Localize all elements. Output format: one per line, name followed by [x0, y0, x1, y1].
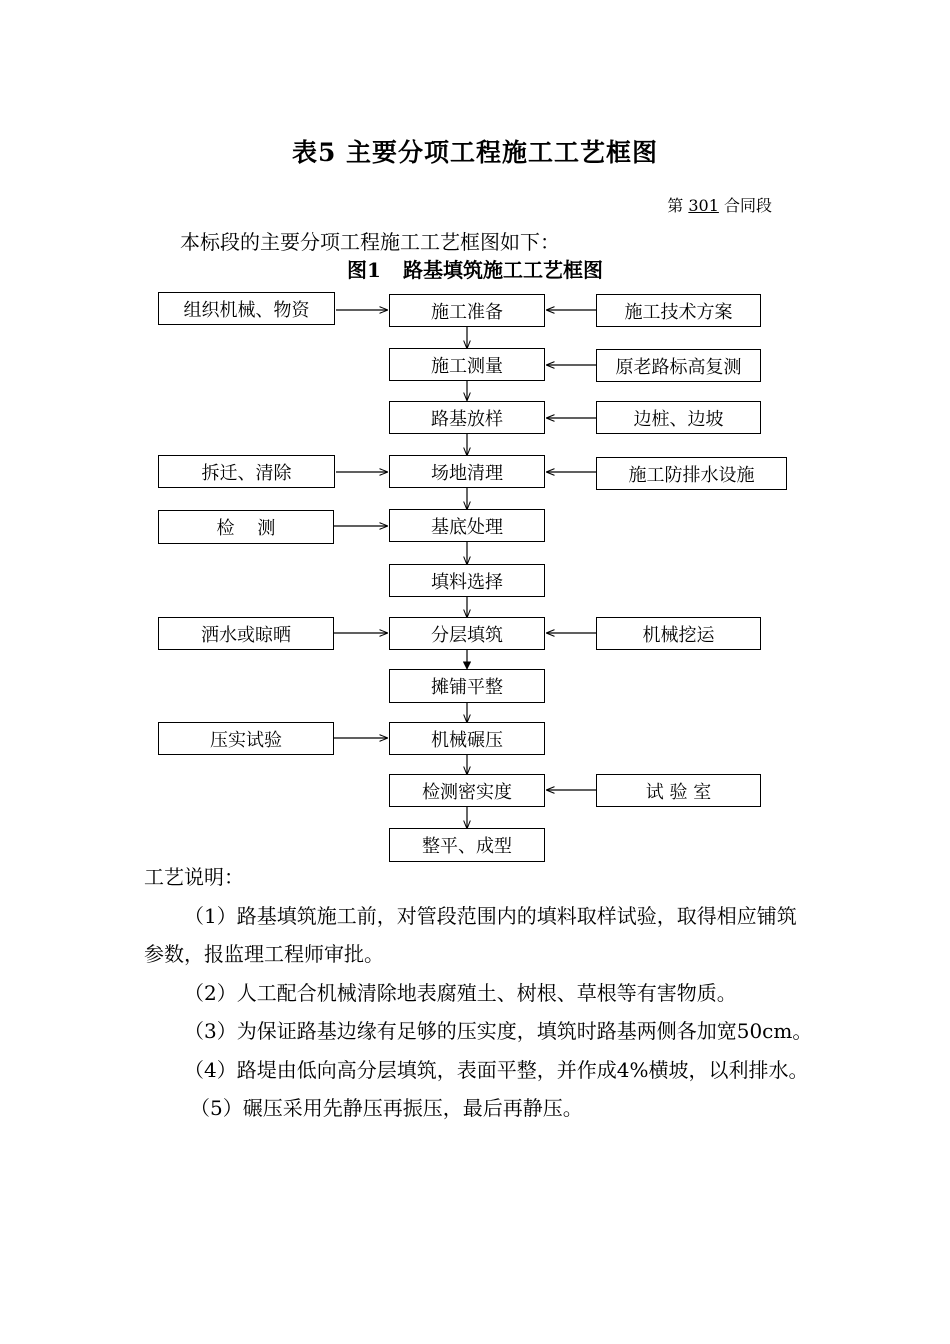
input-laboratory: 试 验 室	[596, 774, 761, 807]
step-layered-filling: 分层填筑	[389, 617, 545, 650]
input-watering-drying: 洒水或晾晒	[158, 617, 334, 650]
note-item: （1）路基填筑施工前，对管段范围内的填料取样试验，取得相应铺筑参数，报监理工程师审批。	[144, 903, 797, 966]
input-inspection: 检 测	[158, 510, 334, 544]
figure-caption: 路基填筑施工工艺框图	[402, 258, 603, 282]
step-finish-shaping: 整平、成型	[389, 828, 545, 862]
step-prepare: 施工准备	[389, 294, 545, 327]
input-machine-haulage: 机械挖运	[596, 617, 761, 650]
input-side-piles-slopes: 边桩、边坡	[596, 401, 761, 434]
contract-prefix: 第	[667, 196, 684, 215]
figure-label: 图1	[347, 258, 381, 282]
intro-text: 本标段的主要分项工程施工工艺框图如下：	[180, 230, 560, 254]
note-item: （2）人工配合机械清除地表腐殖土、树根、草根等有害物质。	[184, 980, 737, 1005]
contract-section	[667, 193, 772, 216]
figure-title	[0, 254, 950, 283]
notes-heading: 工艺说明：	[144, 865, 244, 889]
step-density-test: 检测密实度	[389, 774, 545, 807]
step-site-clearing: 场地清理	[389, 455, 545, 488]
process-notes	[144, 858, 814, 1128]
step-spreading: 摊铺平整	[389, 669, 545, 703]
input-machinery-materials: 组织机械、物资	[158, 292, 335, 325]
step-base-treatment: 基底处理	[389, 509, 545, 542]
input-compaction-test: 压实试验	[158, 722, 334, 755]
contract-number: 301	[688, 196, 719, 215]
input-elevation-resurvey: 原老路标高复测	[596, 349, 761, 382]
page-title: 表5 主要分项工程施工工艺框图	[291, 138, 659, 167]
note-item: （4）路堤由低向高分层填筑，表面平整，并作成4%横坡，以利排水。	[184, 1057, 809, 1082]
contract-suffix: 合同段	[723, 196, 772, 215]
input-demolition: 拆迁、清除	[158, 455, 335, 488]
note-item: （3）为保证路基边缘有足够的压实度，填筑时路基两侧各加宽50cm。	[184, 1019, 813, 1043]
note-item: （5）碾压采用先静压再振压，最后再静压。	[190, 1096, 583, 1120]
step-fill-selection: 填料选择	[389, 564, 545, 597]
step-survey: 施工测量	[389, 348, 545, 381]
step-stakeout: 路基放样	[389, 401, 545, 434]
input-drainage-facilities: 施工防排水设施	[596, 457, 787, 490]
step-rolling: 机械碾压	[389, 722, 545, 755]
input-technical-plan: 施工技术方案	[596, 294, 761, 327]
